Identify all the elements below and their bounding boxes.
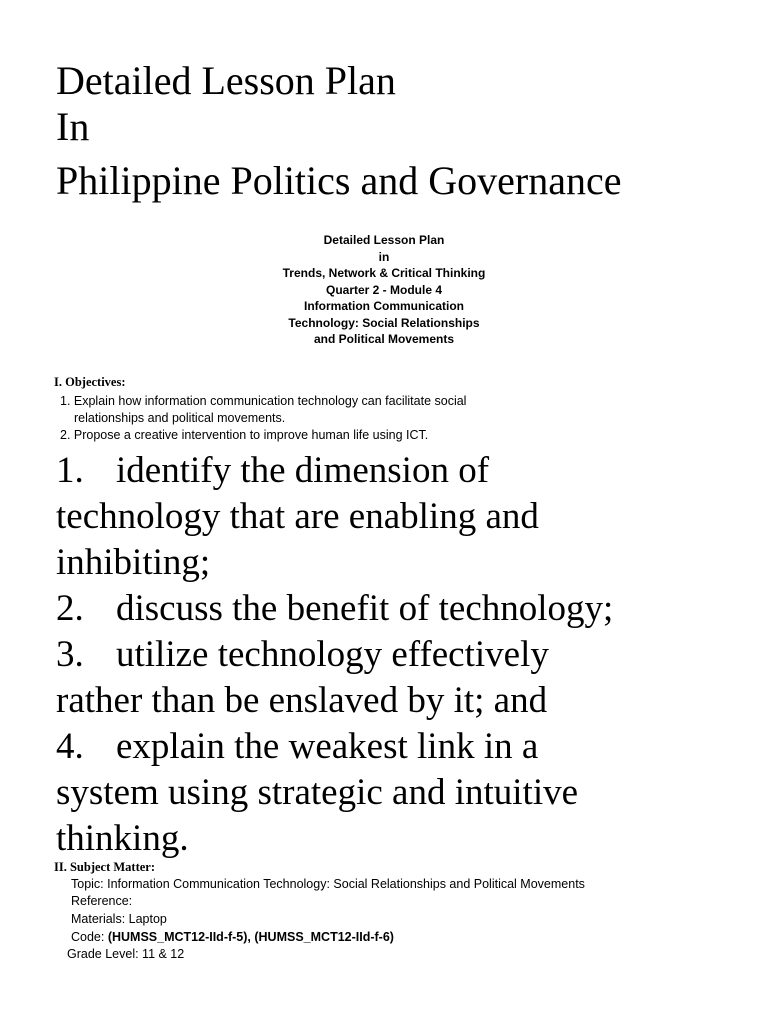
list-item-continuation: rather than be enslaved by it; and [56, 680, 548, 721]
list-number: 4. [56, 726, 84, 767]
subject-matter-heading: II. Subject Matter: [54, 860, 156, 874]
list-text: identify the dimension of [116, 450, 490, 491]
code-value: (HUMSS_MCT12-IId-f-5), (HUMSS_MCT12-IId-f-6) [107, 930, 394, 944]
list-item-continuation: inhibiting; [56, 542, 211, 583]
inner-title-line: Technology: Social Relationships [288, 315, 480, 330]
objective-item-2: 2. Propose a creative intervention to improve human life using ICT. [60, 428, 429, 442]
objective-item-1-line2: relationships and political movements. [74, 411, 286, 425]
big-objectives-list [56, 448, 613, 862]
inner-title-line: in [378, 249, 390, 264]
list-text: utilize technology effectively [116, 634, 549, 675]
objective-item-1-line1: 1. Explain how information communication technology can facilitate social [60, 394, 467, 408]
inner-title-line: Quarter 2 - Module 4 [325, 282, 443, 297]
materials-line: Materials: Laptop [71, 912, 167, 926]
doc-title-line1: Detailed Lesson Plan [56, 58, 396, 103]
list-item [56, 632, 613, 678]
list-item [56, 724, 613, 770]
inner-title-line: and Political Movements [313, 332, 455, 346]
list-text: explain the weakest link in a [116, 726, 539, 767]
objectives-heading: I. Objectives: [54, 375, 126, 389]
list-number: 1. [56, 450, 84, 491]
inner-title-line: Detailed Lesson Plan [323, 233, 445, 247]
list-number: 2. [56, 588, 84, 629]
list-item-continuation: technology that are enabling and [56, 496, 539, 537]
inner-title-line: Trends, Network & Critical Thinking [282, 266, 486, 280]
list-item [56, 448, 613, 494]
list-item [56, 586, 613, 632]
list-number: 3. [56, 634, 84, 675]
doc-title-line2: In [56, 104, 90, 149]
grade-level-line: Grade Level: 11 & 12 [67, 947, 185, 961]
code-line [71, 929, 394, 946]
inner-title-line: Information Communication [304, 299, 464, 313]
list-text: discuss the benefit of technology; [116, 588, 614, 629]
doc-title-line3: Philippine Politics and Governance [56, 158, 622, 203]
reference-line: Reference: [71, 894, 133, 908]
list-item-continuation: system using strategic and intuitive [56, 772, 579, 813]
code-label: Code: [71, 930, 108, 944]
topic-line: Topic: Information Communication Technology: Social Relationships and Political Movements [71, 877, 585, 891]
inner-title-block [0, 232, 768, 348]
list-item-continuation: thinking. [56, 818, 189, 859]
